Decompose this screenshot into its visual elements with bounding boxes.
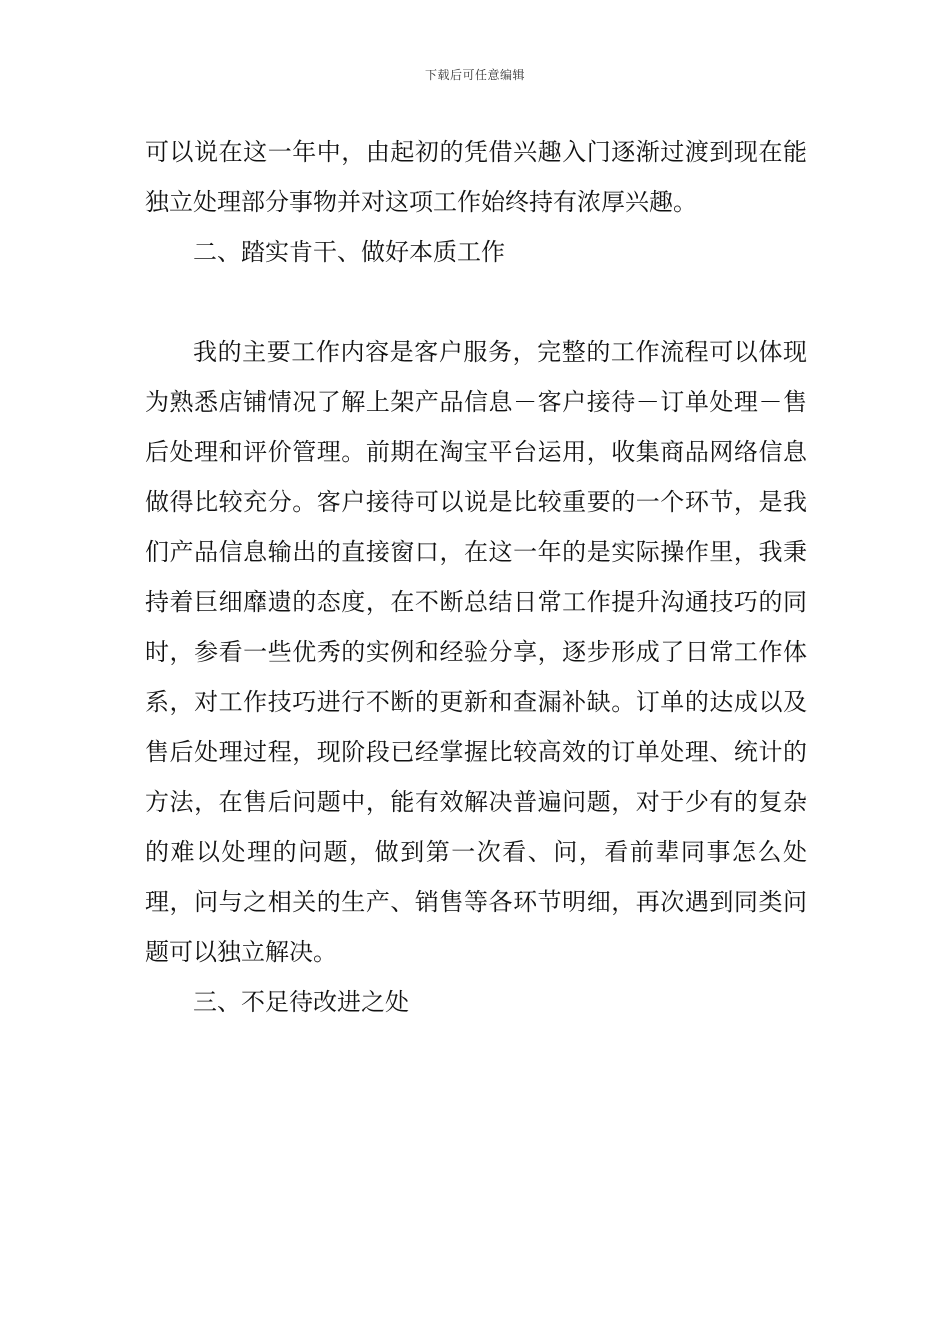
section-heading-3: 三、不足待改进之处 [193,988,409,1016]
header-note: 下载后可任意编辑 [424,68,525,82]
document-body [145,127,807,1027]
section-heading-2: 二、踏实肯干、做好本质工作 [193,238,505,266]
paragraph-2: 我的主要工作内容是客户服务，完整的工作流程可以体现为熟悉店铺情况了解上架产品信息－客户接待－订单处理－售后处理和评价管理。前期在淘宝平台运用，收集商品网络信息做得比较充分。客户接待可以说是比较重要的一个环节，是我们产品信息输出的直接窗口，在这一年的是实际操作里，我秉持着巨细靡遗的态度，在不断总结日常工作提升沟通技巧的同时，参看一些优秀的实例和经验分享，逐步形成了日常工作体系，对工作技巧进行不断的更新和查漏补缺。订单的达成以及售后处理过程，现阶段已经掌握比较高效的订单处理、统计的方法，在售后问题中，能有效解决普遍问题，对于少有的复杂的难以处理的问题，做到第一次看、问，看前辈同事怎么处理，问与之相关的生产、销售等各环节明细，再次遇到同类问题可以独立解决。 [145,338,807,966]
paragraph-1: 可以说在这一年中，由起初的凭借兴趣入门逐渐过渡到现在能独立处理部分事物并对这项工作始终持有浓厚兴趣。 [145,138,807,216]
